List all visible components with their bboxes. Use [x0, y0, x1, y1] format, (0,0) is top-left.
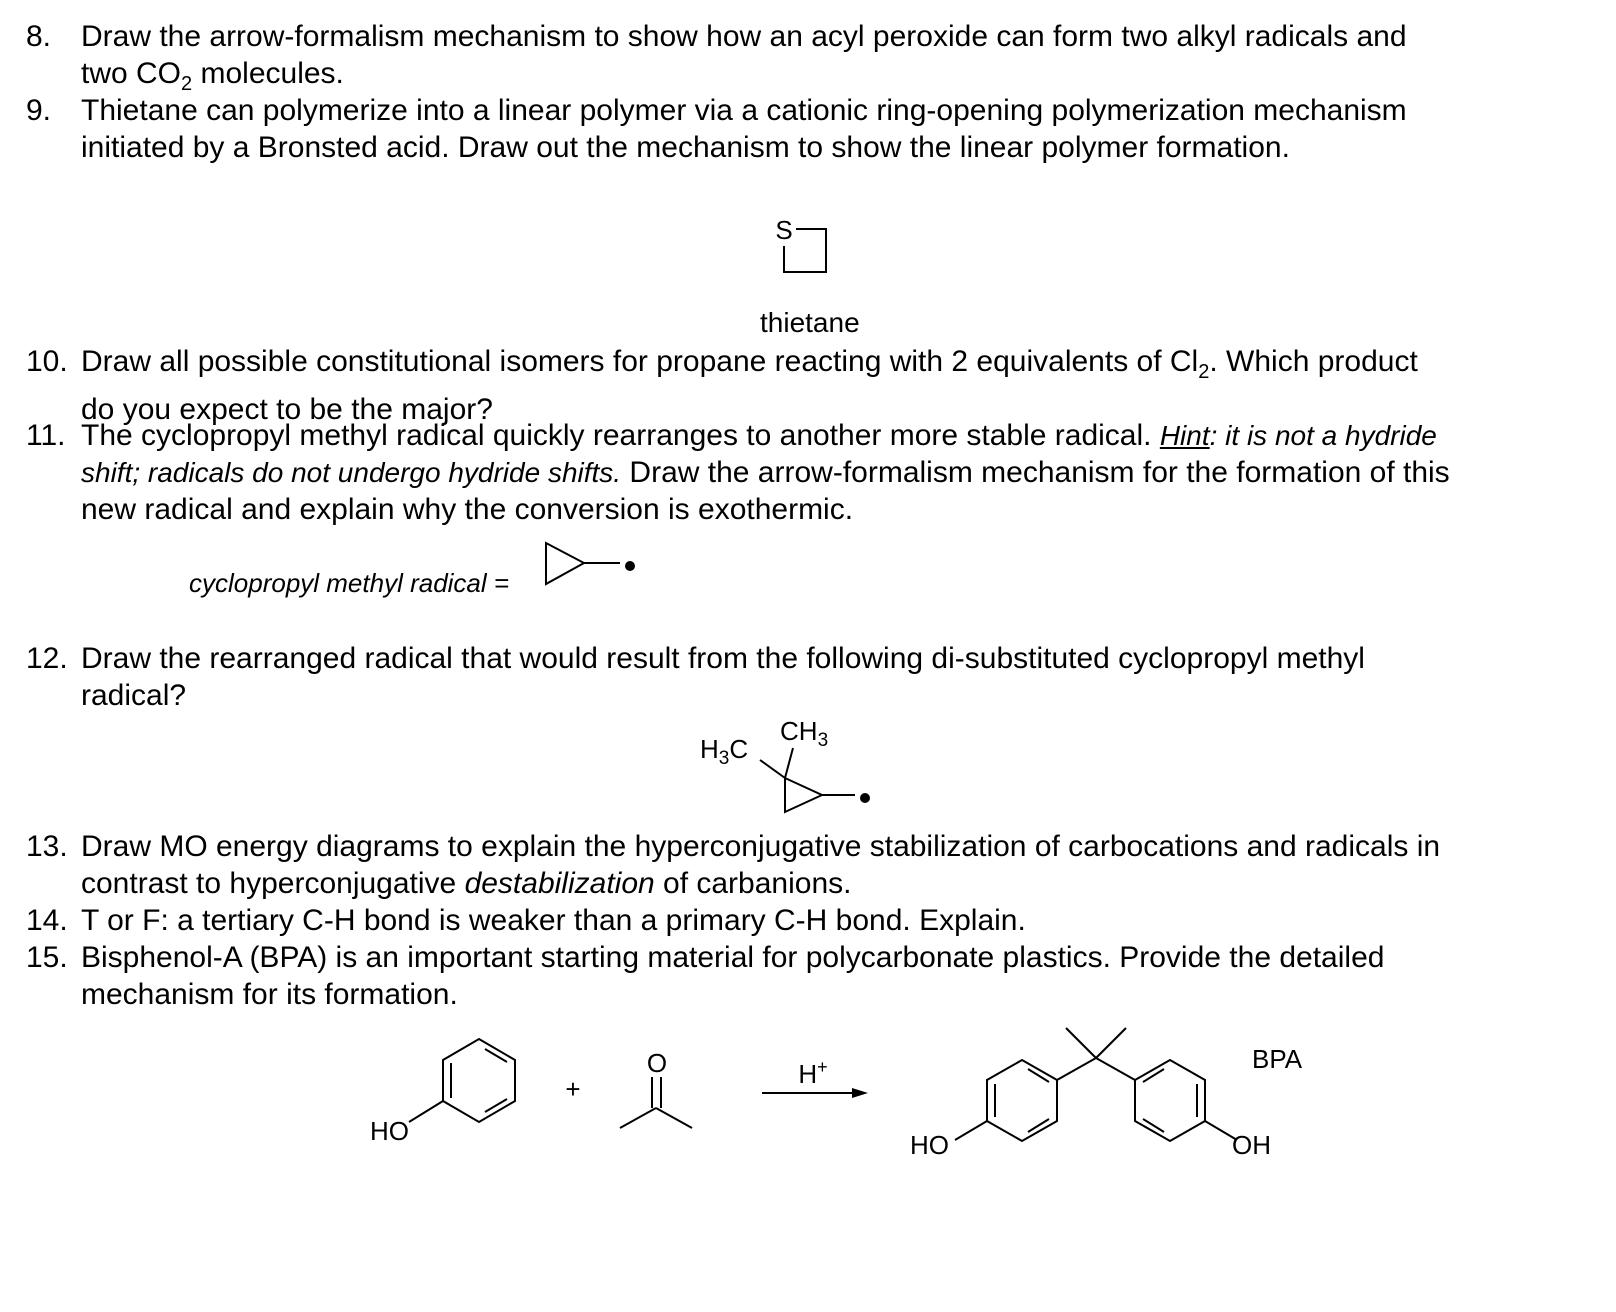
question-number: 8.: [26, 20, 52, 53]
question-text-cont: do you expect to be the major?: [81, 393, 493, 426]
sulfur-atom-label: S: [775, 215, 793, 245]
methyl-top-label: $CH_3$: [780, 716, 829, 751]
question-text: T or F: a tertiary C-H bond is weaker than a primary C-H bond. Explain.: [81, 904, 1026, 937]
methyl-bond: [1066, 1028, 1096, 1058]
question-text: Draw the rearranged radical that would result from the following di-substituted cyclopropyl methyl: [81, 642, 1365, 675]
question-text: Draw MO energy diagrams to explain the hyperconjugative stabilization of carbocations and radicals in: [81, 830, 1441, 863]
c-o-bond: [409, 1101, 443, 1122]
question-number: 9.: [26, 94, 52, 127]
cyclopropyl-methyl-radical-label: cyclopropyl methyl radical =: [189, 568, 510, 598]
question-text-cont: radical?: [81, 679, 187, 712]
phenol-structure: [370, 1039, 515, 1146]
thietane-label: thietane: [760, 307, 860, 338]
question-number: 11.: [26, 419, 66, 452]
left-benzene-ring: [987, 1060, 1057, 1141]
right-benzene-ring: [1135, 1060, 1205, 1141]
acetone-oxygen-label: O: [646, 1048, 668, 1078]
question-number: 10.: [26, 345, 68, 378]
methyl-bond: [1096, 1028, 1126, 1058]
question-text-cont: shift; radicals do not undergo hydride shifts. Draw the arrow-formalism mechanism for the formation of this: [81, 456, 1450, 489]
reaction-arrow: [762, 1057, 868, 1098]
question-number: 14.: [26, 904, 68, 937]
question-text: The cyclopropyl methyl radical quickly rearranges to another more stable radical. Hint: it is not a hydride: [81, 419, 1437, 452]
question-text: Draw all possible constitutional isomers for propane reacting with 2 equivalents of $Cl_2$. Which product: [81, 345, 1418, 383]
question-text-cont-2: new radical and explain why the conversion is exothermic.: [81, 493, 854, 526]
bpa-name-label: BPA: [1252, 1044, 1303, 1074]
phenol-ho-label: HO: [370, 1116, 409, 1146]
bpa-ho-label: HO: [910, 1130, 949, 1160]
benzene-ring: [443, 1039, 515, 1122]
plus-sign: +: [565, 1074, 581, 1104]
bpa-structure: [910, 1028, 1303, 1160]
arrow-head: [852, 1088, 868, 1098]
question-text-cont: initiated by a Bronsted acid. Draw out the mechanism to show the linear polymer formation.: [81, 131, 1290, 164]
question-text-cont: two $CO_2$ molecules.: [81, 57, 344, 95]
question-number: 15.: [26, 941, 68, 974]
methyl-left-label: $H_3C$: [700, 734, 749, 769]
question-number: 13.: [26, 830, 68, 863]
question-text-cont: mechanism for its formation.: [81, 978, 458, 1011]
hint: Hint: it is not a hydride: [1159, 420, 1437, 451]
question-text-cont: contrast to hyperconjugative destabilization of carbanions.: [81, 867, 852, 900]
acetone-structure: [620, 1048, 692, 1128]
question-text: Bisphenol-A (BPA) is an important starting material for polycarbonate plastics. Provide the detailed: [81, 941, 1385, 974]
question-number: 12.: [26, 642, 68, 675]
reagent-label: H+: [798, 1057, 828, 1089]
question-text: Draw the arrow-formalism mechanism to show how an acyl peroxide can form two alkyl radicals and: [81, 20, 1407, 53]
bpa-oh-label: OH: [1232, 1130, 1271, 1160]
question-text: Thietane can polymerize into a linear polymer via a cationic ring-opening polymerization mechanism: [81, 94, 1407, 127]
